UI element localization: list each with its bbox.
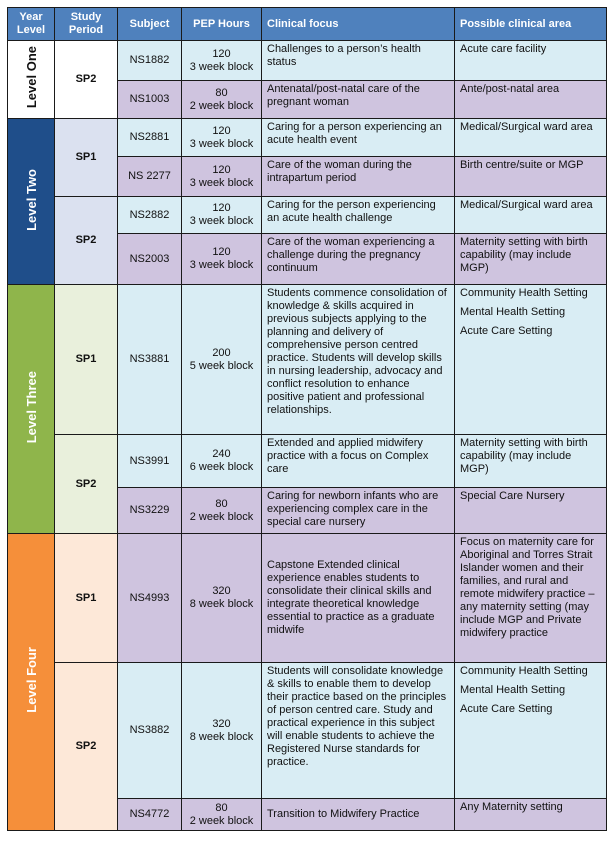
level-one-cell [8,41,55,119]
header-period: Study Period [55,8,118,41]
hours-value: 120 [212,47,231,60]
table-row [8,435,607,488]
hours-value: 120 [212,124,231,137]
period-cell: SP2 [55,41,118,119]
subject-cell: NS4772 [118,799,182,831]
table-row [8,285,607,435]
hours-cell [182,534,262,663]
header-focus: Clinical focus [262,8,455,41]
subject-cell: NS2882 [118,197,182,234]
focus-cell: Care of the woman experiencing a challenge during the pregnancy continuum [262,234,455,285]
area-item: Mental Health Setting [460,306,566,318]
block-value: 8 week block [189,730,254,743]
hours-cell [182,663,262,799]
area-item: Acute Care Setting [460,325,553,337]
focus-cell: Antenatal/post-natal care of the pregnant woman [262,81,455,119]
area-cell [455,663,607,799]
subject-cell: NS2881 [118,119,182,157]
focus-cell: Caring for the person experiencing an acute health challenge [262,197,455,234]
hours-value: 80 [215,86,228,99]
area-cell [455,197,607,234]
block-value: 2 week block [189,510,254,523]
level-label: Level One [23,46,39,109]
header-row [8,8,607,41]
hours-cell [182,197,262,234]
hours-value: 120 [212,246,231,258]
area-cell [455,435,607,488]
hours-value: 320 [212,585,231,597]
area-item: Medical/Surgical ward area [460,199,593,211]
hours-cell [182,119,262,157]
hours-cell [182,435,262,488]
block-value: 3 week block [189,137,254,150]
area-item: Maternity setting with birth capability (may include MGP) [460,437,588,475]
header-hours: PEP Hours [182,8,262,41]
block-value: 3 week block [189,60,254,73]
period-cell: SP1 [55,285,118,435]
hours-cell [182,41,262,81]
focus-cell: Extended and applied midwifery practice with a focus on Complex care [262,435,455,488]
area-item: Maternity setting with birth capability (may include MGP) [460,236,588,274]
block-value: 6 week block [189,461,254,473]
table-row [8,534,607,663]
period-cell: SP1 [55,119,118,197]
hours-value: 80 [215,801,228,814]
area-cell [455,119,607,157]
subject-cell: NS 2277 [118,157,182,197]
area-item: Community Health Setting [460,665,588,677]
area-cell [455,81,607,119]
focus-cell: Challenges to a person’s health status [262,41,455,81]
hours-cell [182,799,262,831]
subject-cell: NS1882 [118,41,182,81]
focus-cell: Caring for a person experiencing an acute health event [262,119,455,157]
hours-value: 200 [212,346,231,359]
area-cell [455,41,607,81]
level-label: Level Four [23,647,39,713]
area-item: Acute care facility [460,43,547,55]
level-label: Level Two [23,168,39,231]
table-row [8,197,607,234]
area-cell [455,157,607,197]
block-value: 2 week block [189,99,254,112]
focus-cell: Caring for newborn infants who are experiencing complex care in the special care nursery [262,488,455,534]
focus-cell: Students commence consolidation of knowledge & skills acquired in previous subjects applying to the planning and delivery of comprehensive person centred practice. Students will develop skills in nursing leadership, advocacy and conflict resolution to enhance positive patient and professional relationships. [262,285,455,435]
table-row [8,41,607,81]
period-cell: SP2 [55,197,118,285]
focus-cell: Students will consolidate knowledge & skills to enable them to develop their practice based on the principles of person centred care. Study and practical experience in this subject will enable students to achieve the Registered Nurse standards for practice. [262,663,455,799]
area-cell [455,488,607,534]
focus-cell: Capstone Extended clinical experience enables students to consolidate their clinical skills and integrate theoretical knowledge essential to practice as a graduate midwife [262,534,455,663]
subject-cell: NS2003 [118,234,182,285]
area-item: Acute Care Setting [460,703,553,715]
area-item: Special Care Nursery [460,490,565,502]
area-cell [455,534,607,663]
area-item: Mental Health Setting [460,684,566,696]
area-cell [455,799,607,831]
period-cell: SP2 [55,663,118,831]
block-value: 8 week block [189,598,254,610]
area-item: Birth centre/suite or MGP [460,159,584,171]
subject-cell: NS3881 [118,285,182,435]
subject-cell: NS3229 [118,488,182,534]
hours-cell [182,81,262,119]
subject-cell: NS1003 [118,81,182,119]
hours-cell [182,157,262,197]
hours-value: 120 [212,202,231,214]
level-four-cell [8,534,55,831]
level-three-cell [8,285,55,534]
hours-value: 240 [212,448,231,460]
period-cell: SP2 [55,435,118,534]
period-cell: SP1 [55,534,118,663]
area-item: Community Health Setting [460,287,588,299]
header-area: Possible clinical area [455,8,607,41]
curriculum-table [7,7,607,831]
area-item: Ante/post-natal area [460,83,560,95]
hours-value: 320 [212,717,231,730]
table-row [8,119,607,157]
hours-cell [182,285,262,435]
subject-cell: NS4993 [118,534,182,663]
level-label: Level Three [23,370,39,444]
hours-value: 80 [215,497,228,510]
block-value: 2 week block [189,814,254,827]
area-item: Focus on maternity care for Aboriginal and Torres Strait Islander women and their families, and rural and remote midwifery practice – any maternity setting (may include MGP and Private midwifery practice [460,536,595,639]
area-item: Any Maternity setting [460,801,563,813]
area-item: Medical/Surgical ward area [460,121,593,133]
subject-cell: NS3991 [118,435,182,488]
hours-cell [182,234,262,285]
focus-cell: Transition to Midwifery Practice [262,799,455,831]
block-value: 3 week block [189,215,254,227]
table-row [8,663,607,799]
level-two-cell [8,119,55,285]
focus-cell: Care of the woman during the intrapartum period [262,157,455,197]
hours-cell [182,488,262,534]
subject-cell: NS3882 [118,663,182,799]
header-subject: Subject [118,8,182,41]
hours-value: 120 [212,163,231,176]
block-value: 3 week block [189,259,254,271]
header-year: Year Level [8,8,55,41]
area-cell [455,234,607,285]
block-value: 5 week block [189,359,254,372]
block-value: 3 week block [189,176,254,189]
area-cell [455,285,607,435]
